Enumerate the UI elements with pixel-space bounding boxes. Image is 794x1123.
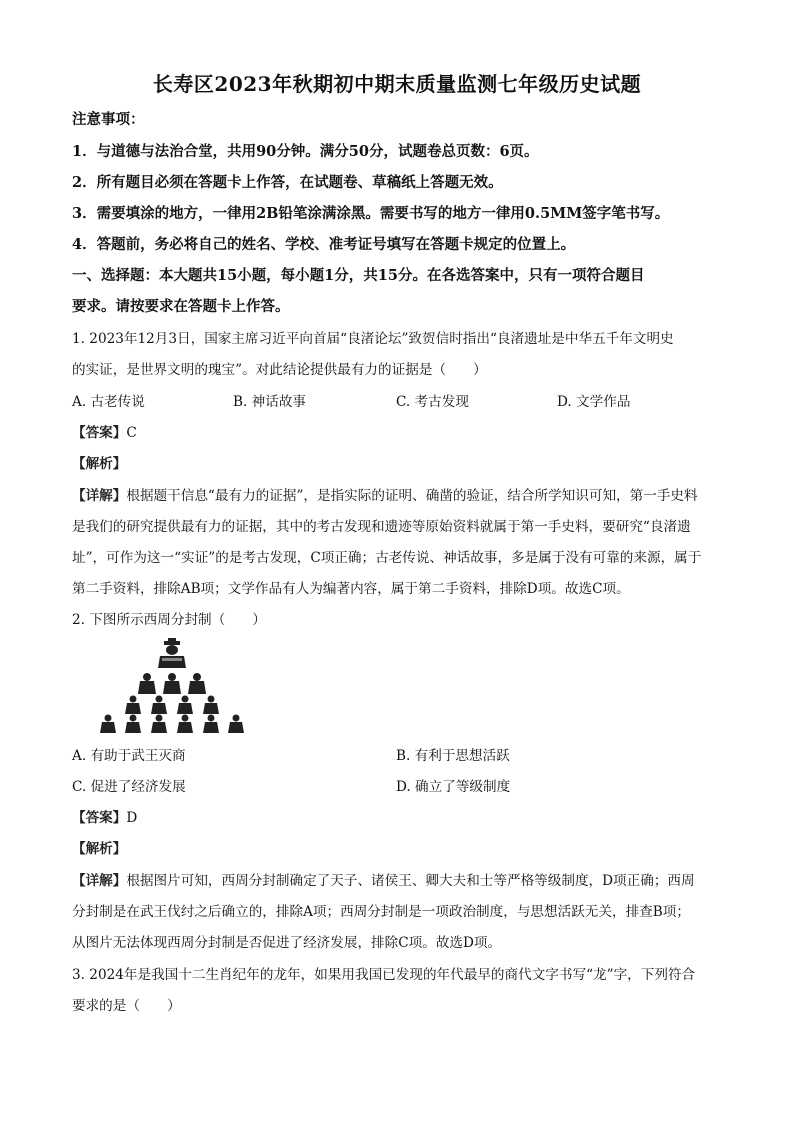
q2-option-c: C. 促进了经济发展 <box>72 779 186 795</box>
q2-detail-line: 从图片无法体现西周分封制是否促进了经济发展，排除C项。故选D项。 <box>72 935 502 951</box>
q2-option-d: D. 确立了等级制度 <box>396 779 511 795</box>
answer-tag: 【答案】 <box>72 810 127 826</box>
q2-analysis-tag <box>72 837 126 857</box>
notice-item: 4．答题前，务必将自己的姓名、学校、准考证号填写在答题卡规定的位置上。 <box>72 236 576 253</box>
detail-text: 根据图片可知，西周分封制确定了天子、诸侯王、卿大夫和士等严格等级制度，D项正确；西周 <box>126 873 695 889</box>
detail-text: 根据题干信息“最有力的证据”，是指实际的证明、确凿的验证，结合所学知识可知，第一手史料 <box>126 488 698 504</box>
q1-answer <box>72 421 137 441</box>
feudal-pyramid-image <box>94 636 250 734</box>
section-heading-cont: 要求。请按要求在答题卡上作答。 <box>72 298 290 315</box>
question-3-stem-cont: 要求的是（ ） <box>72 998 181 1014</box>
answer-value: C <box>126 425 137 441</box>
answer-tag: 【答案】 <box>72 425 127 441</box>
notice-item: 3．需要填涂的地方，一律用2B铅笔涂满涂黑。需要书写的地方一律用0.5MM签字笔书写。 <box>72 205 670 222</box>
question-1-stem: 1. 2023年12月3日，国家主席习近平向首届“良渚论坛”致贺信时指出“良渚遗址是中华五千年文明史 <box>72 331 674 347</box>
notice-item: 1．与道德与法治合堂，共用90分钟。满分50分，试题卷总页数：6页。 <box>72 143 539 160</box>
question-2-stem: 2. 下图所示西周分封制（ ） <box>72 612 267 628</box>
scholar-row <box>100 715 244 734</box>
q1-option-c: C. 考古发现 <box>396 394 469 410</box>
q1-detail-line <box>72 484 698 504</box>
q2-detail-line: 分封制是在武王伐纣之后确立的，排除A项；西周分封制是一项政治制度，与思想活跃无关，排查B项； <box>72 904 690 920</box>
q2-option-a: A. 有助于武王灭商 <box>72 748 186 764</box>
king-figure <box>158 638 186 668</box>
analysis-tag: 【解析】 <box>72 841 127 857</box>
notice-item: 2．所有题目必须在答题卡上作答，在试题卷、草稿纸上答题无效。 <box>72 174 503 191</box>
detail-tag: 【详解】 <box>72 873 127 889</box>
minister-row <box>125 696 219 715</box>
analysis-tag: 【解析】 <box>72 456 127 472</box>
question-1-stem-cont: 的实证，是世界文明的瑰宝”。对此结论提供最有力的证据是（ ） <box>72 362 487 378</box>
q1-option-a: A. 古老传说 <box>72 394 145 410</box>
q2-option-b: B. 有利于思想活跃 <box>396 748 510 764</box>
notice-heading: 注意事项： <box>72 111 145 128</box>
q2-answer <box>72 806 137 826</box>
q1-option-d: D. 文学作品 <box>557 394 631 410</box>
answer-value: D <box>126 810 138 826</box>
noble-row <box>138 673 206 694</box>
question-3-stem: 3. 2024年是我国十二生肖纪年的龙年，如果用我国已发现的年代最早的商代文字书写“龙”字，下列符合 <box>72 967 696 983</box>
section-heading: 一、选择题：本大题共15小题，每小题1分，共15分。在各选答案中，只有一项符合题目 <box>72 267 645 284</box>
q1-detail-line: 址”，可作为这一“实证”的是考古发现，C项正确；古老传说、神话故事，多是属于没有可靠的来源，属于 <box>72 550 702 566</box>
page-title: 长寿区2023年秋期初中期末质量监测七年级历史试题 <box>152 72 642 96</box>
q1-detail-line: 是我们的研究提供最有力的证据，其中的考古发现和遗迹等原始资料就属于第一手史料，要研究“良渚遗 <box>72 519 691 535</box>
q1-option-b: B. 神话故事 <box>233 394 307 410</box>
q1-analysis-tag <box>72 452 126 472</box>
detail-tag: 【详解】 <box>72 488 127 504</box>
q1-detail-line: 第二手资料，排除AB项；文学作品有人为编著内容，属于第二手资料，排除D项。故选C项。 <box>72 581 630 597</box>
q2-detail-line <box>72 869 695 889</box>
